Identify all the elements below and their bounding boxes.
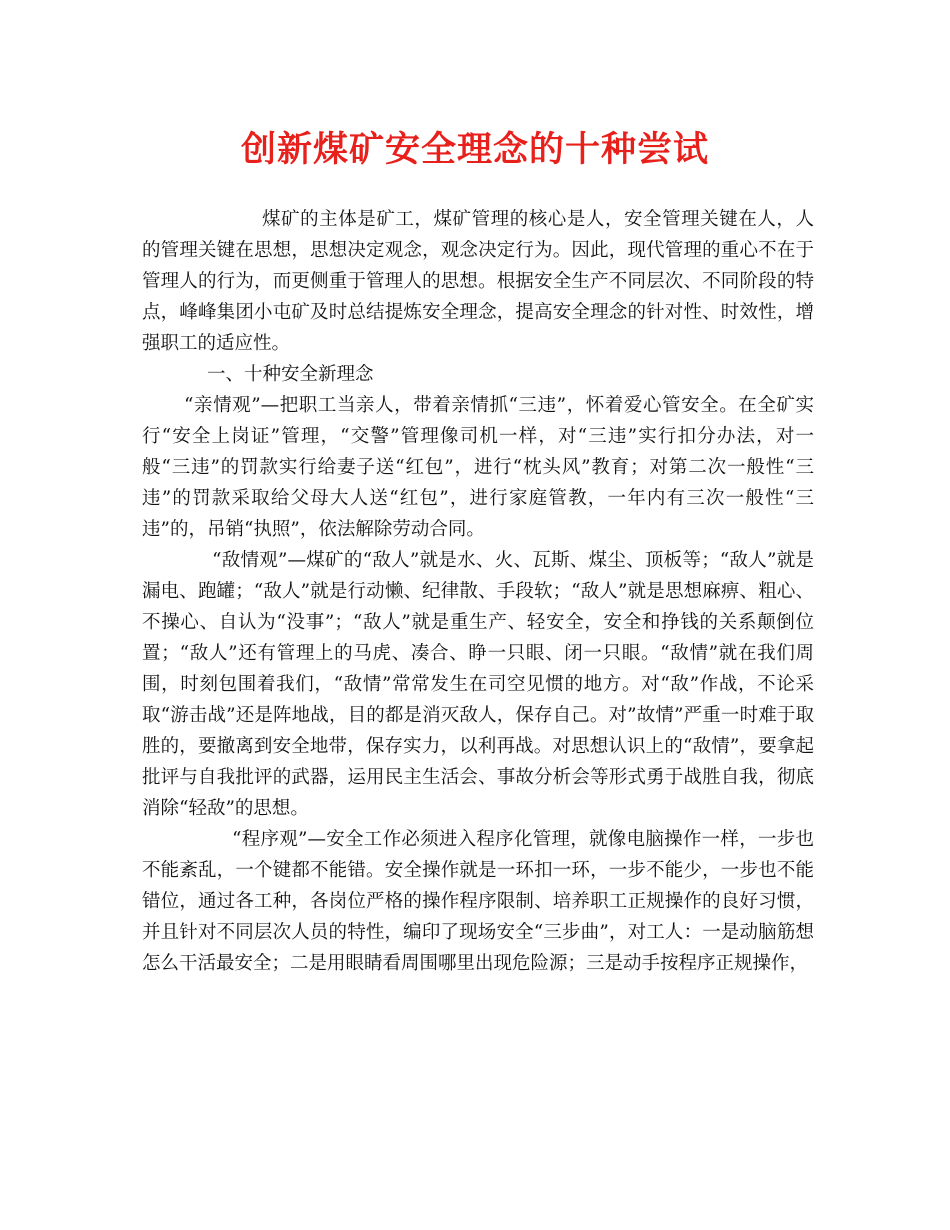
paragraph-affection-concept: “亲情观”—把职工当亲人，带着亲情抓“三违”，怀着爱心管安全。在全矿实行“安全上岗证”管理，“交警”管理像司机一样，对“三违”实行扣分办法，对一般“三违”的罚款实行给妻子送“红包”，进行“枕头风”教育；对第二次一般性“三违”的罚款采取给父母大人送“红包”，进行家庭管教，一年内有三次一般性“三违”的，吊销“执照”，依法解除劳动合同。 [142,395,814,540]
intro-paragraph: 煤矿的主体是矿工，煤矿管理的核心是人，安全管理关键在人，人的管理关键在思想，思想决定观念，观念决定行为。因此，现代管理的重心不在于管理人的行为，而更侧重于管理人的思想。根据安全生产不同层次、不同阶段的特点，峰峰集团小屯矿及时总结提炼安全理念，提高安全理念的针对性、时效性，增强职工的适应性。 [142,209,814,354]
paragraph-enemy-concept: “敌情观”—煤矿的“敌人”就是水、火、瓦斯、煤尘、顶板等；“敌人”就是漏电、跑罐；“敌人”就是行动懒、纪律散、手段软；“敌人”就是思想麻痹、粗心、不操心、自认为“没事”；“敌人”就是重生产、轻安全，安全和挣钱的关系颠倒位置；“敌人”还有管理上的马虎、凑合、睁一只眼、闭一只眼。“敌情”就在我们周围，时刻包围着我们，“敌情”常常发生在司空见惯的地方。对“敌”作战，不论采取“游击战”还是阵地战，目的都是消灭敌人，保存自己。对”故情”严重一时难于取胜的，要撤离到安全地带，保存实力，以利再战。对思想认识上的“敌情”，要拿起批评与自我批评的武器，运用民主生活会、事故分析会等形式勇于战胜自我，彻底消除“轻敌”的思想。 [142,550,814,819]
paragraph-procedure-concept: “程序观”—安全工作必须进入程序化管理，就像电脑操作一样，一步也不能紊乱，一个键都不能错。安全操作就是一环扣一环，一步不能少，一步也不能错位，通过各工种，各岗位严格的操作程序限制、培养职工正规操作的良好习惯，并且针对不同层次人员的特性，编印了现场安全“三步曲”，对工人：一是动脑筋想怎么干活最安全；二是用眼睛看周围哪里出现危险源；三是动手按程序正规操作， [142,829,814,974]
section-heading: 一、十种安全新理念 [207,364,374,385]
document-title: 创新煤矿安全理念的十种尝试 [240,129,709,170]
document-body [142,204,814,979]
